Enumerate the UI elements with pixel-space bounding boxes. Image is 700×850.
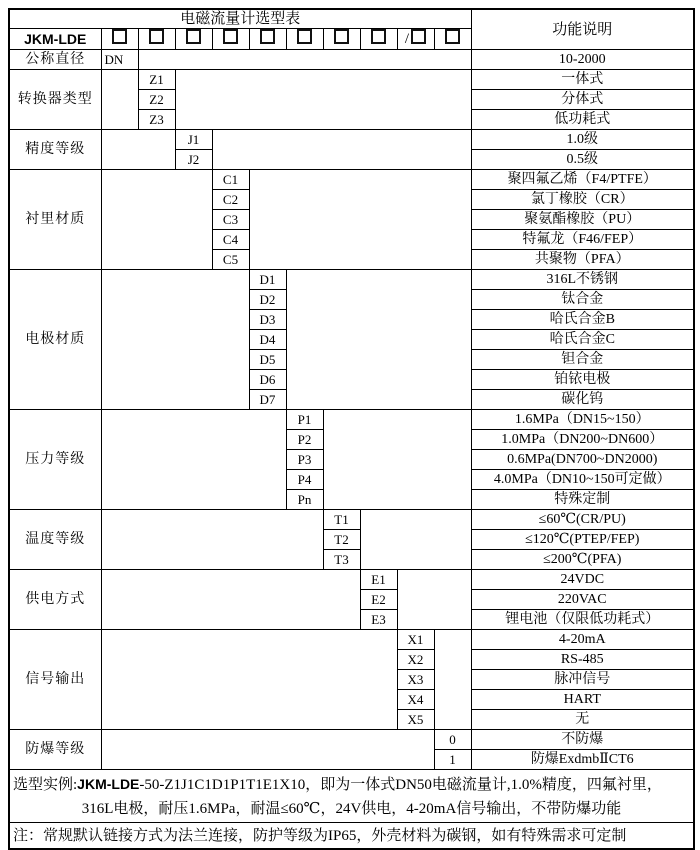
option-description: 铂铱电极 [471, 370, 694, 390]
empty-cell [101, 270, 249, 410]
model-prefix-label: JKM-LDE [9, 29, 101, 50]
empty-cell [397, 570, 471, 630]
option-code: D1 [249, 270, 286, 290]
empty-cell [101, 70, 138, 130]
option-description: 钽合金 [471, 350, 694, 370]
empty-cell [101, 570, 360, 630]
option-description: 低功耗式 [471, 110, 694, 130]
option-code: P3 [286, 450, 323, 470]
model-code-cell [249, 29, 286, 50]
function-description-header: 功能说明 [471, 9, 694, 50]
empty-cell [249, 170, 471, 270]
spec-row [9, 410, 694, 430]
option-code: D6 [249, 370, 286, 390]
option-description: 哈氏合金C [471, 330, 694, 350]
spec-row [9, 130, 694, 150]
option-description: 0.6MPa(DN700~DN2000) [471, 450, 694, 470]
category-label: 压力等级 [9, 410, 101, 510]
empty-cell [360, 510, 471, 570]
model-code-cell [360, 29, 397, 50]
spec-row [9, 170, 694, 190]
option-description: 220VAC [471, 590, 694, 610]
option-code: E1 [360, 570, 397, 590]
option-code: Pn [286, 490, 323, 510]
option-code: C2 [212, 190, 249, 210]
option-code: E2 [360, 590, 397, 610]
empty-cell [323, 410, 471, 510]
option-description: ≤120℃(PTEP/FEP) [471, 530, 694, 550]
category-label: 信号输出 [9, 630, 101, 730]
category-label: 温度等级 [9, 510, 101, 570]
spec-row [9, 50, 694, 70]
model-code-cell [101, 29, 138, 50]
category-label: 转换器类型 [9, 70, 101, 130]
option-description: 碳化钨 [471, 390, 694, 410]
option-description: 氯丁橡胶（CR） [471, 190, 694, 210]
option-code: D4 [249, 330, 286, 350]
empty-cell [101, 130, 175, 170]
option-code: T3 [323, 550, 360, 570]
option-code: X4 [397, 690, 434, 710]
option-code: Z2 [138, 90, 175, 110]
option-description: 1.6MPa（DN15~150） [471, 410, 694, 430]
empty-cell [101, 630, 397, 730]
option-code: C4 [212, 230, 249, 250]
option-description: 分体式 [471, 90, 694, 110]
model-code-cell [323, 29, 360, 50]
category-label: 防爆等级 [9, 730, 101, 770]
footnote: 注：常规默认链接方式为法兰连接，防护等级为IP65，外壳材料为碳钢，如有特殊需求可定制 [9, 823, 694, 850]
option-code: J1 [175, 130, 212, 150]
option-description: 1.0MPa（DN200~DN600） [471, 430, 694, 450]
selection-table [8, 8, 695, 850]
checkbox-icon [112, 29, 127, 44]
example-rest: -50-Z1J1C1D1P1T1E1X10，即为一体式DN50电磁流量计,1.0%精度，四氟衬里， [139, 776, 662, 793]
option-code: C3 [212, 210, 249, 230]
option-description: 不防爆 [471, 730, 694, 750]
option-description: 0.5级 [471, 150, 694, 170]
spec-row [9, 570, 694, 590]
option-description: 锂电池（仅限低功耗式） [471, 610, 694, 630]
option-code: D2 [249, 290, 286, 310]
checkbox-icon [411, 29, 426, 44]
option-code: Z1 [138, 70, 175, 90]
option-description: 钛合金 [471, 290, 694, 310]
model-code-cell [212, 29, 249, 50]
empty-cell [286, 270, 471, 410]
spec-row [9, 510, 694, 530]
selection-example-line1 [13, 772, 690, 797]
option-description: 聚四氟乙烯（F4/PTFE） [471, 170, 694, 190]
option-code: X1 [397, 630, 434, 650]
option-description: 脉冲信号 [471, 670, 694, 690]
model-code-cell [434, 29, 471, 50]
option-code: P1 [286, 410, 323, 430]
option-code: D5 [249, 350, 286, 370]
category-label: 衬里材质 [9, 170, 101, 270]
model-code-cell [175, 29, 212, 50]
model-code-cell [286, 29, 323, 50]
option-description: 一体式 [471, 70, 694, 90]
category-label: 供电方式 [9, 570, 101, 630]
checkbox-icon [186, 29, 201, 44]
checkbox-icon [297, 29, 312, 44]
option-description: 24VDC [471, 570, 694, 590]
option-code: DN [101, 50, 138, 70]
option-description: 特氟龙（F46/FEP） [471, 230, 694, 250]
category-label: 公称直径 [9, 50, 101, 70]
model-code-cell [397, 29, 434, 50]
option-code: E3 [360, 610, 397, 630]
option-code: Z3 [138, 110, 175, 130]
example-prefix: 选型实例: [13, 776, 78, 793]
option-code: 1 [434, 750, 471, 770]
checkbox-icon [371, 29, 386, 44]
option-code: 0 [434, 730, 471, 750]
empty-cell [212, 130, 471, 170]
spec-row [9, 730, 694, 750]
checkbox-icon [223, 29, 238, 44]
option-code: P2 [286, 430, 323, 450]
category-label: 精度等级 [9, 130, 101, 170]
option-code: X2 [397, 650, 434, 670]
option-description: HART [471, 690, 694, 710]
empty-cell [101, 410, 286, 510]
spec-row [9, 630, 694, 650]
option-code: C5 [212, 250, 249, 270]
option-code: J2 [175, 150, 212, 170]
checkbox-icon [445, 29, 460, 44]
option-description: 1.0级 [471, 130, 694, 150]
spec-row [9, 70, 694, 90]
selection-example [9, 770, 694, 823]
example-model-code: JKM-LDE [77, 775, 140, 792]
spec-row [9, 270, 694, 290]
option-description: 共聚物（PFA） [471, 250, 694, 270]
selection-example-line2: 316L电极，耐压1.6MPa，耐温≤60℃，24V供电，4-20mA信号输出，不带防爆功能 [81, 800, 622, 817]
option-code: D3 [249, 310, 286, 330]
empty-cell [434, 630, 471, 730]
option-code: C1 [212, 170, 249, 190]
option-description: 特殊定制 [471, 490, 694, 510]
empty-cell [101, 170, 212, 270]
checkbox-icon [260, 29, 275, 44]
option-description: 防爆ExdmbⅡCT6 [471, 750, 694, 770]
option-code: T1 [323, 510, 360, 530]
empty-cell [101, 730, 434, 770]
option-description: 无 [471, 710, 694, 730]
option-description: 10-2000 [471, 50, 694, 70]
option-description: 316L不锈钢 [471, 270, 694, 290]
empty-cell [175, 70, 471, 130]
category-label: 电极材质 [9, 270, 101, 410]
option-code: D7 [249, 390, 286, 410]
checkbox-icon [334, 29, 349, 44]
option-code: P4 [286, 470, 323, 490]
option-description: 聚氨酯橡胶（PU） [471, 210, 694, 230]
option-description: ≤200℃(PFA) [471, 550, 694, 570]
option-description: 4-20mA [471, 630, 694, 650]
empty-cell [101, 510, 323, 570]
empty-cell [138, 50, 471, 70]
code-separator-slash: / [404, 31, 410, 47]
option-description: 哈氏合金B [471, 310, 694, 330]
option-description: 4.0MPa（DN10~150可定做） [471, 470, 694, 490]
table-title: 电磁流量计选型表 [9, 9, 471, 29]
option-code: X3 [397, 670, 434, 690]
checkbox-icon [149, 29, 164, 44]
option-code: X5 [397, 710, 434, 730]
option-description: ≤60℃(CR/PU) [471, 510, 694, 530]
option-code: T2 [323, 530, 360, 550]
option-description: RS-485 [471, 650, 694, 670]
model-code-cell [138, 29, 175, 50]
